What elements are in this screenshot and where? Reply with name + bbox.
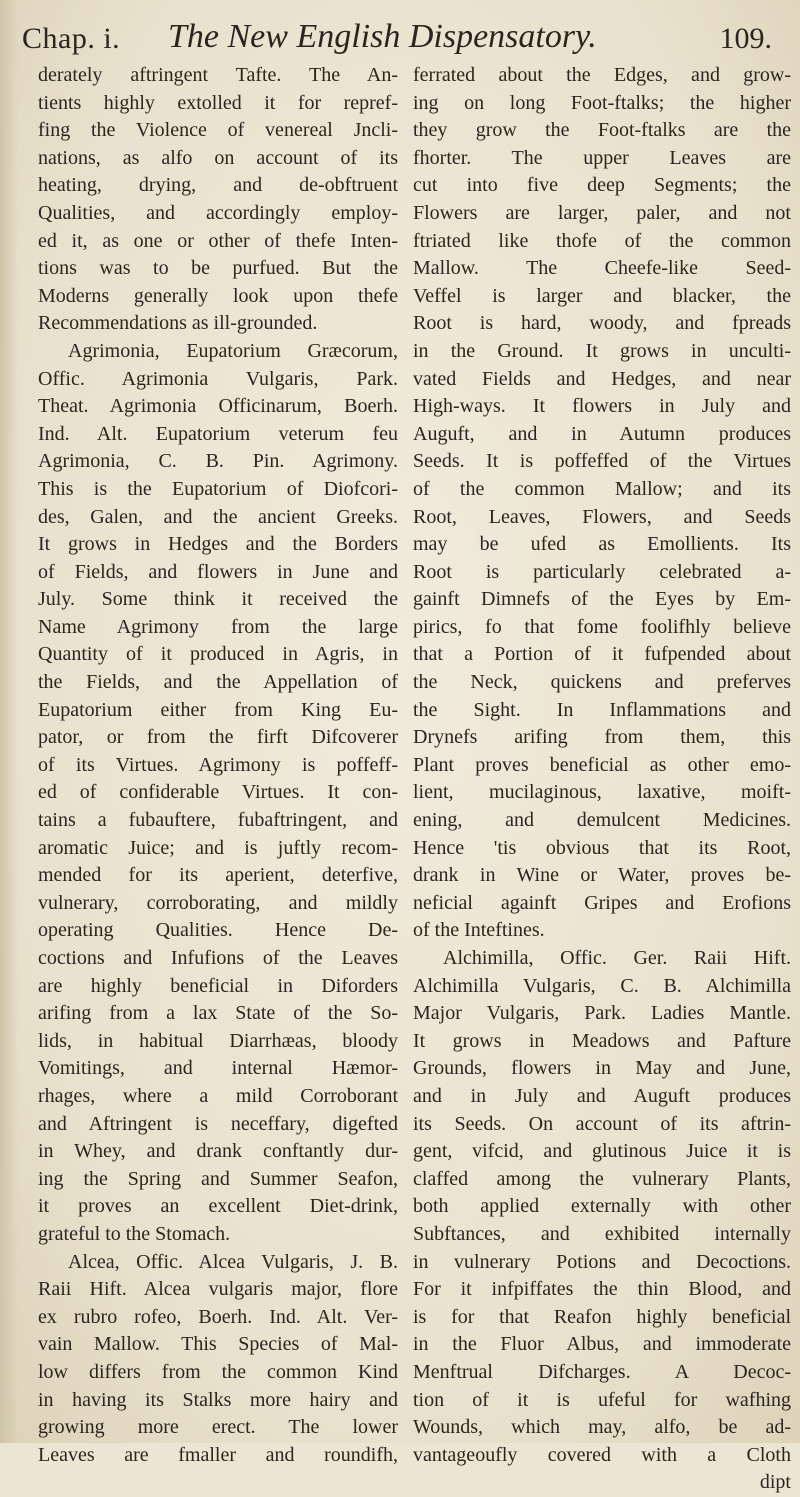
text-line: Mallow. The Cheefe-like Seed- bbox=[413, 257, 791, 280]
text-line: ed of confiderable Virtues. It con- bbox=[38, 781, 398, 804]
text-line: vulnerary, corroborating, and mildly bbox=[38, 891, 398, 914]
text-line: Agrimonia, Eupatorium Græcorum, bbox=[68, 339, 398, 362]
text-line: ing on long Foot-ftalks; the higher bbox=[413, 91, 791, 114]
text-line: ex rubro rofeo, Boerh. Ind. Alt. Ver- bbox=[38, 1305, 398, 1328]
text-line: in the Ground. It grows in unculti- bbox=[413, 339, 791, 362]
text-line: Plant proves beneficial as other emo- bbox=[413, 753, 791, 776]
text-line: Moderns generally look upon thefe bbox=[38, 284, 398, 307]
text-line: nations, as alfo on account of its bbox=[38, 146, 398, 169]
text-line: pator, or from the firft Difcoverer bbox=[38, 726, 398, 749]
text-line: it proves an excellent Diet-drink, bbox=[38, 1195, 398, 1218]
text-line: claffed among the vulnerary Plants, bbox=[413, 1167, 791, 1190]
text-line: in Whey, and drank conftantly dur- bbox=[38, 1140, 398, 1163]
text-line: Theat. Agrimonia Officinarum, Boerh. bbox=[38, 395, 398, 418]
text-line: vated Fields and Hedges, and near bbox=[413, 367, 791, 390]
text-line: may be ufed as Emollients. Its bbox=[413, 533, 791, 556]
text-line: tions was to be purfued. But the bbox=[38, 257, 398, 280]
text-line: gainft Dimnefs of the Eyes by Em- bbox=[413, 588, 791, 611]
text-line: lient, mucilaginous, laxative, moift- bbox=[413, 781, 791, 804]
running-header bbox=[0, 10, 800, 60]
text-line: tains a fubauftere, fubaftringent, and bbox=[38, 809, 398, 832]
text-line: ferrated about the Edges, and grow- bbox=[413, 64, 791, 86]
text-line: ftriated like thofe of the common bbox=[413, 229, 791, 252]
text-line: Qualities, and accordingly employ- bbox=[38, 201, 398, 224]
text-line: its Seeds. On account of its aftrin- bbox=[413, 1112, 791, 1135]
text-line: of Fields, and flowers in June and bbox=[38, 560, 398, 583]
text-line: Quantity of it produced in Agris, in bbox=[38, 643, 398, 666]
text-line: operating Qualities. Hence De- bbox=[38, 919, 398, 942]
text-line: Major Vulgaris, Park. Ladies Mantle. bbox=[413, 1002, 791, 1025]
text-line: drank in Wine or Water, proves be- bbox=[413, 864, 791, 887]
text-line: Hence 'tis obvious that its Root, bbox=[413, 836, 791, 859]
text-line: lids, in habitual Diarrhæas, bloody bbox=[38, 1029, 398, 1052]
text-line: aromatic Juice; and is juftly recom- bbox=[38, 836, 398, 859]
text-line: dipt bbox=[759, 1471, 791, 1494]
text-line: low differs from the common Kind bbox=[38, 1360, 398, 1383]
text-line: the Fields, and the Appellation of bbox=[38, 671, 398, 694]
text-line: growing more erect. The lower bbox=[38, 1416, 398, 1439]
text-line: Agrimonia, C. B. Pin. Agrimony. bbox=[38, 450, 398, 473]
text-line: This is the Eupatorium of Diofcori- bbox=[38, 477, 398, 500]
text-line: of its Virtues. Agrimony is poffeff- bbox=[38, 753, 398, 776]
left-text-column bbox=[38, 62, 398, 1469]
text-line: ening, and demulcent Medicines. bbox=[413, 809, 791, 832]
text-line: are highly beneficial in Diforders bbox=[38, 974, 398, 997]
text-line: July. Some think it received the bbox=[38, 588, 398, 611]
page-edge-shadow bbox=[0, 0, 18, 1443]
text-line: Drynefs arifing from them, this bbox=[413, 726, 791, 749]
text-line: gent, vifcid, and glutinous Juice it is bbox=[413, 1140, 791, 1163]
text-line: vain Mallow. This Species of Mal- bbox=[38, 1333, 398, 1356]
text-line: Flowers are larger, paler, and not bbox=[413, 201, 791, 224]
text-line: It grows in Meadows and Pafture bbox=[413, 1029, 791, 1052]
text-line: fing the Violence of venereal Jncli- bbox=[38, 119, 398, 142]
text-line: rhages, where a mild Corroborant bbox=[38, 1084, 398, 1107]
text-line: Root is hard, woody, and fpreads bbox=[413, 312, 791, 335]
text-line: Alcea, Offic. Alcea Vulgaris, J. B. bbox=[68, 1250, 398, 1273]
text-line: Eupatorium either from King Eu- bbox=[38, 698, 398, 721]
text-line: tients highly extolled it for repref- bbox=[38, 91, 398, 114]
text-line: Veffel is larger and blacker, the bbox=[413, 284, 791, 307]
text-line: pirics, fo that fome foolifhly believe bbox=[413, 615, 791, 638]
text-line: Recommendations as ill-grounded. bbox=[38, 312, 318, 335]
text-line: des, Galen, and the ancient Greeks. bbox=[38, 505, 398, 528]
text-line: of the Inteftines. bbox=[413, 919, 545, 942]
text-line: the Neck, quickens and preferves bbox=[413, 671, 791, 694]
text-line: Alchimilla, Offic. Ger. Raii Hift. bbox=[443, 947, 791, 969]
text-line: the Sight. In Inflammations and bbox=[413, 698, 791, 721]
text-line: neficial againft Gripes and Erofions bbox=[413, 891, 791, 914]
text-line: Offic. Agrimonia Vulgaris, Park. bbox=[38, 367, 398, 390]
text-line: High-ways. It flowers in July and bbox=[413, 395, 791, 418]
text-line: Seeds. It is poffeffed of the Virtues bbox=[413, 450, 791, 473]
text-line: fhorter. The upper Leaves are bbox=[413, 146, 791, 169]
text-line: coctions and Infufions of the Leaves bbox=[38, 947, 398, 969]
text-line: grateful to the Stomach. bbox=[38, 1222, 231, 1245]
text-line: It grows in Hedges and the Borders bbox=[38, 533, 398, 556]
text-line: they grow the Foot-ftalks are the bbox=[413, 119, 791, 142]
text-line: For it infpiffates the thin Blood, and bbox=[413, 1278, 791, 1301]
text-line: Raii Hift. Alcea vulgaris major, flore bbox=[38, 1278, 398, 1301]
text-line: in vulnerary Potions and Decoctions. bbox=[413, 1250, 791, 1273]
text-line: Vomitings, and internal Hæmor- bbox=[38, 1057, 398, 1080]
text-line: arifing from a lax State of the So- bbox=[38, 1002, 398, 1025]
page-number: 109. bbox=[719, 22, 772, 55]
text-line: Grounds, flowers in May and June, bbox=[413, 1057, 791, 1080]
text-line: Leaves are fmaller and roundifh, bbox=[38, 1443, 398, 1466]
text-line: is for that Reafon highly beneficial bbox=[413, 1305, 791, 1328]
text-line: ed it, as one or other of thefe Inten- bbox=[38, 229, 398, 252]
text-line: ing the Spring and Summer Seafon, bbox=[38, 1167, 398, 1190]
text-line: Subftances, and exhibited internally bbox=[413, 1222, 791, 1245]
text-line: Alchimilla Vulgaris, C. B. Alchimilla bbox=[413, 974, 791, 997]
text-line: and Aftringent is neceffary, digefted bbox=[38, 1112, 398, 1135]
text-line: heating, drying, and de-obftruent bbox=[38, 174, 398, 197]
text-line: Root is particularly celebrated a- bbox=[413, 560, 791, 583]
text-line: and in July and Auguft produces bbox=[413, 1084, 791, 1107]
text-line: Wounds, which may, alfo, be ad- bbox=[413, 1416, 791, 1439]
text-line: Root, Leaves, Flowers, and Seeds bbox=[413, 505, 791, 528]
right-text-column bbox=[413, 62, 791, 1497]
text-line: that a Portion of it fufpended about bbox=[413, 643, 791, 666]
text-line: both applied externally with other bbox=[413, 1195, 791, 1218]
running-title: The New English Dispensatory. bbox=[168, 18, 597, 55]
text-line: Menftrual Difcharges. A Decoc- bbox=[413, 1360, 791, 1383]
text-line: of the common Mallow; and its bbox=[413, 477, 791, 500]
text-line: in the Fluor Albus, and immoderate bbox=[413, 1333, 791, 1356]
text-line: Ind. Alt. Eupatorium veterum feu bbox=[38, 422, 398, 445]
text-line: cut into five deep Segments; the bbox=[413, 174, 791, 197]
text-line: in having its Stalks more hairy and bbox=[38, 1388, 398, 1411]
text-line: vantageoufly covered with a Cloth bbox=[413, 1443, 791, 1466]
text-line: Auguft, and in Autumn produces bbox=[413, 422, 791, 445]
text-line: tion of it is ufeful for wafhing bbox=[413, 1388, 791, 1411]
text-line: mended for its aperient, deterfive, bbox=[38, 864, 398, 887]
text-line: derately aftringent Tafte. The An- bbox=[38, 64, 398, 86]
chapter-label: Chap. i. bbox=[22, 22, 121, 55]
text-line: Name Agrimony from the large bbox=[38, 615, 398, 638]
